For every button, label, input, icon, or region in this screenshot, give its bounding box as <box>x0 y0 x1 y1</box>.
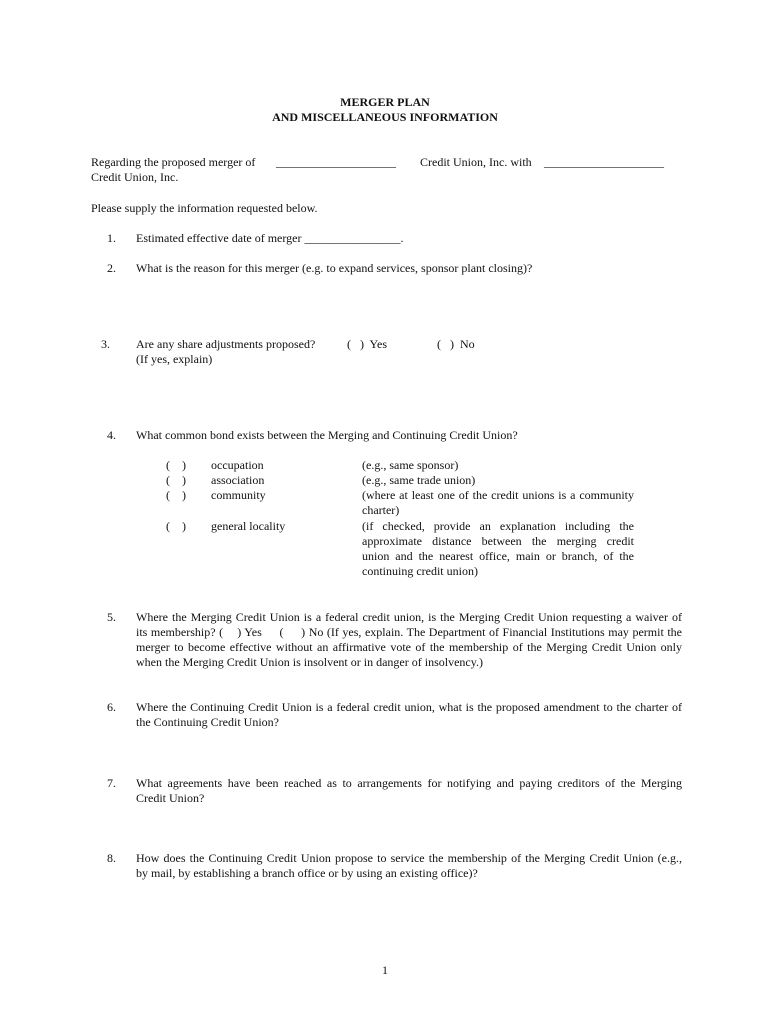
question-4-number: 4. <box>107 428 116 442</box>
page-number: 1 <box>382 963 388 977</box>
association-label: association <box>211 473 265 487</box>
question-7-line: Credit Union? <box>136 791 205 805</box>
question-6-text <box>136 700 682 730</box>
question-5-text <box>136 610 682 670</box>
question-7-text <box>136 776 682 806</box>
occupation-label: occupation <box>211 458 264 472</box>
general-locality-checkbox[interactable]: ( ) <box>166 519 186 533</box>
community-description-line: (where at least one of the credit unions is a community <box>362 488 634 502</box>
community-label: community <box>211 488 266 502</box>
share-adjustment-no-option[interactable]: ( ) No <box>437 337 475 351</box>
question-7-line: What agreements have been reached as to arrangements for notifying and paying creditors of the Merging <box>136 776 682 790</box>
question-8-number: 8. <box>107 851 116 865</box>
question-7-number: 7. <box>107 776 116 790</box>
question-2-number: 2. <box>107 261 116 275</box>
question-5-line: its membership? ( ) Yes ( ) No (If yes, explain. The Department of Financial Institutions may permit the <box>136 625 682 639</box>
question-8-line: How does the Continuing Credit Union propose to service the membership of the Merging Credit Union (e.g., <box>136 851 682 865</box>
community-description <box>362 488 634 518</box>
question-5-line: Where the Merging Credit Union is a federal credit union, is the Merging Credit Union requesting a waiver of <box>136 610 682 624</box>
general-locality-label: general locality <box>211 519 286 533</box>
community-description-line: charter) <box>362 503 400 517</box>
question-6-line: Where the Continuing Credit Union is a federal credit union, what is the proposed amendment to the charter of <box>136 700 682 714</box>
question-1-text: Estimated effective date of merger ________________. <box>136 231 404 245</box>
instruction-text: Please supply the information requested below. <box>91 201 318 215</box>
title-line-2: AND MISCELLANEOUS INFORMATION <box>272 110 498 124</box>
general-locality-description-line: approximate distance between the merging credit <box>362 534 634 548</box>
general-locality-description <box>362 519 634 579</box>
association-checkbox[interactable]: ( ) <box>166 473 186 487</box>
question-6-number: 6. <box>107 700 116 714</box>
regarding-line-1 <box>91 155 681 170</box>
general-locality-description-line: continuing credit union) <box>362 564 478 578</box>
regarding-line-2: Credit Union, Inc. <box>91 170 179 184</box>
share-adjustment-yes-option[interactable]: ( ) Yes <box>347 337 388 351</box>
question-6-line: the Continuing Credit Union? <box>136 715 279 729</box>
question-8-text <box>136 851 682 881</box>
continuing-cu-blank: ____________________ <box>544 155 664 169</box>
general-locality-description-line: union and the nearest office, main or branch, of the <box>362 549 634 563</box>
question-8-line: by mail, by establishing a branch office or by using an existing office)? <box>136 866 478 880</box>
occupation-description: (e.g., same sponsor) <box>362 458 459 472</box>
occupation-checkbox[interactable]: ( ) <box>166 458 186 472</box>
community-checkbox[interactable]: ( ) <box>166 488 186 502</box>
question-1-number: 1. <box>107 231 116 245</box>
question-5-line: merger to become effective without an affirmative vote of the membership of the Merging Credit Union only <box>136 640 682 654</box>
question-5-line: when the Merging Credit Union is insolvent or in danger of insolvency.) <box>136 655 483 669</box>
general-locality-description-line: (if checked, provide an explanation including the <box>362 519 634 533</box>
question-5-number: 5. <box>107 610 116 624</box>
title-line-1: MERGER PLAN <box>340 95 430 109</box>
question-3-number: 3. <box>101 337 110 351</box>
question-3-subtext: (If yes, explain) <box>136 352 213 366</box>
association-description: (e.g., same trade union) <box>362 473 476 487</box>
question-4-text: What common bond exists between the Merging and Continuing Credit Union? <box>136 428 518 442</box>
regarding-text-a: Regarding the proposed merger of <box>91 155 256 169</box>
regarding-text-b: Credit Union, Inc. with <box>420 155 532 169</box>
question-2-text: What is the reason for this merger (e.g. to expand services, sponsor plant closing)? <box>136 261 533 275</box>
question-3-text: Are any share adjustments proposed? <box>136 337 316 351</box>
merging-cu-blank: ____________________ <box>276 155 396 169</box>
